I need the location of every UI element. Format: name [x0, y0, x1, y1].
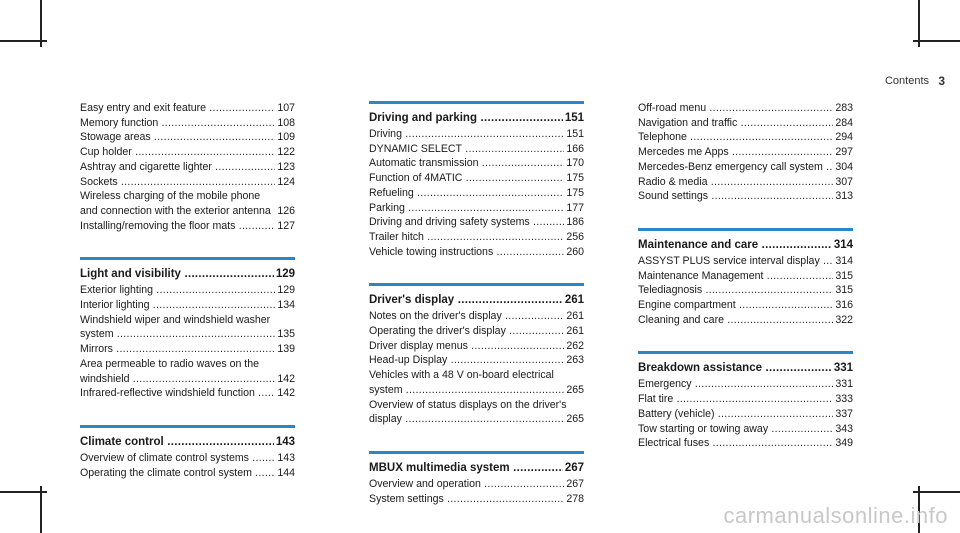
toc-entry-page: 135: [277, 328, 295, 341]
toc-entry-page: 127: [277, 219, 295, 232]
toc-entry-text: Vehicles with a 48 V on-board electrical: [369, 369, 554, 382]
toc-entry-page: 256: [566, 230, 584, 243]
toc-entry-text: Windshield wiper and windshield washer: [80, 313, 271, 326]
toc-section: [638, 101, 853, 204]
toc-entry-text: Mercedes-Benz emergency call system .....: [638, 161, 853, 173]
toc-entry-page: 261: [566, 325, 584, 338]
toc-entry[interactable]: [369, 186, 584, 201]
toc-entry-text: Overview of climate control systems .....: [80, 452, 295, 464]
section-rule: [369, 283, 584, 286]
crop-mark: [0, 40, 47, 42]
toc-entry-page: 267: [566, 477, 584, 490]
toc-entry[interactable]: [80, 130, 295, 145]
toc-entry-page: 186: [566, 216, 584, 229]
toc-entry-text: Maintenance Management .....: [638, 270, 853, 282]
section-heading-text: Driving and parking .....: [369, 112, 584, 124]
section-heading-page: 331: [833, 362, 853, 375]
toc-entry-text: Easy entry and exit feature .....: [80, 102, 295, 114]
toc-entry[interactable]: [369, 171, 584, 186]
toc-entry-text: Infrared-reflective windshield function .....: [80, 387, 295, 399]
toc-entry-text: Automatic transmission .....: [369, 157, 584, 169]
toc-entry-page: 278: [566, 492, 584, 505]
toc-entry[interactable]: [80, 357, 295, 372]
toc-entry-page: 166: [566, 142, 584, 155]
toc-entry[interactable]: [80, 386, 295, 401]
toc-entry[interactable]: [80, 466, 295, 481]
toc-entry-page: 142: [277, 372, 295, 385]
toc-entry-page: 314: [835, 254, 853, 267]
page-title: Contents: [884, 75, 929, 87]
toc-entry[interactable]: [638, 269, 853, 284]
toc-entry-page: 315: [835, 284, 853, 297]
toc-entry-page: 331: [835, 378, 853, 391]
section-heading-page: 143: [275, 435, 295, 448]
toc-entry-text: Engine compartment .....: [638, 299, 853, 311]
toc-entry[interactable]: [369, 383, 584, 398]
toc-entry[interactable]: [80, 283, 295, 298]
toc-entry-page: 284: [835, 116, 853, 129]
toc-entry-text: Sound settings .....: [638, 190, 853, 202]
toc-entry-page: 333: [835, 393, 853, 406]
toc-entry-text: Operating the climate control system .....: [80, 467, 295, 479]
toc-entry-page: 265: [566, 383, 584, 396]
toc-entry-text: Refueling .....: [369, 187, 584, 199]
toc-entry-page: 109: [277, 131, 295, 144]
toc-entry[interactable]: [80, 175, 295, 190]
section-heading-text: Maintenance and care .....: [638, 239, 853, 251]
toc-entry[interactable]: [369, 201, 584, 216]
section-heading[interactable]: [638, 361, 853, 376]
section-heading-text: Climate control .....: [80, 436, 295, 448]
section-heading-page: 151: [564, 112, 584, 124]
toc-entry-page: 123: [277, 160, 295, 173]
toc-entry-text: Telephone .....: [638, 131, 853, 143]
toc-entry-text: Electrical fuses .....: [638, 437, 853, 449]
section-heading[interactable]: [80, 435, 295, 450]
toc-entry[interactable]: [638, 101, 853, 116]
toc-entry-text: Overview and operation .....: [369, 478, 584, 490]
toc-entry-text: DYNAMIC SELECT .....: [369, 143, 584, 155]
toc-entry-page: 107: [277, 102, 295, 114]
toc-entry-text: System settings .....: [369, 493, 584, 505]
toc-entry[interactable]: [638, 283, 853, 298]
toc-entry[interactable]: [638, 422, 853, 437]
section-heading-text: Driver's display .....: [369, 294, 584, 306]
toc-entry[interactable]: [638, 160, 853, 175]
section-heading[interactable]: [80, 267, 295, 282]
crop-mark: [0, 491, 47, 493]
toc-entry[interactable]: [638, 392, 853, 407]
page-number: 3: [938, 74, 945, 88]
toc-entry-text: Wireless charging of the mobile phone: [80, 190, 261, 203]
toc-entry[interactable]: [638, 145, 853, 160]
toc-entry[interactable]: [80, 372, 295, 387]
toc-entry-page: 307: [835, 175, 853, 188]
toc-entry-page: 343: [835, 422, 853, 435]
toc-entry-page: 265: [566, 413, 584, 426]
toc-entry-text: Driving .....: [369, 128, 584, 140]
toc-entry-page: 175: [566, 172, 584, 185]
toc-entry-page: 294: [835, 131, 853, 144]
toc-entry-page: 144: [277, 466, 295, 479]
toc-entry-page: 142: [277, 387, 295, 400]
toc-entry-text: Exterior lighting .....: [80, 284, 295, 296]
toc-entry-page: 260: [566, 245, 584, 258]
toc-entry[interactable]: [80, 189, 295, 204]
section-heading-text: MBUX multimedia system .....: [369, 462, 584, 474]
section-heading[interactable]: [369, 111, 584, 126]
section-heading-page: 261: [564, 294, 584, 307]
toc-entry-text: Telediagnosis .....: [638, 284, 853, 296]
toc-entry[interactable]: [369, 156, 584, 171]
crop-mark: [40, 486, 42, 533]
section-rule: [80, 425, 295, 428]
toc-entry-page: 129: [277, 284, 295, 297]
toc-entry[interactable]: [80, 219, 295, 234]
toc-entry-text: system .....: [369, 384, 584, 396]
toc-entry-page: 349: [835, 437, 853, 450]
toc-entry[interactable]: [80, 101, 295, 116]
section-heading-page: 267: [564, 461, 584, 474]
toc-entry-text: Function of 4MATIC .....: [369, 172, 584, 184]
section-rule: [80, 257, 295, 260]
toc-entry-text: Driver display menus .....: [369, 340, 584, 352]
section-heading-page: 129: [275, 268, 295, 281]
toc-entry-text: Interior lighting .....: [80, 299, 295, 311]
toc-entry-page: 143: [277, 451, 295, 464]
toc-entry-text: Stowage areas .....: [80, 131, 295, 143]
toc-entry-text: display .....: [369, 413, 584, 425]
toc-entry-text: Operating the driver's display .....: [369, 325, 584, 337]
toc-entry-page: 304: [835, 160, 853, 173]
toc-entry-text: ASSYST PLUS service interval display .....: [638, 255, 853, 267]
toc-entry-page: 151: [566, 128, 584, 140]
toc-entry[interactable]: [638, 298, 853, 313]
toc-entry-text: Ashtray and cigarette lighter .....: [80, 161, 295, 173]
toc-entry[interactable]: [80, 204, 295, 219]
toc-section: [369, 101, 584, 259]
crop-mark: [913, 40, 960, 42]
toc-entry-text: Off-road menu .....: [638, 102, 853, 114]
toc-entry-text: system .....: [80, 328, 295, 340]
toc-entry[interactable]: [638, 313, 853, 328]
toc-entry[interactable]: [638, 407, 853, 422]
section-heading-text: Breakdown assistance .....: [638, 362, 853, 374]
toc-section: [80, 257, 295, 401]
section-heading[interactable]: [638, 238, 853, 253]
section-heading[interactable]: [369, 293, 584, 308]
toc-section: [80, 101, 295, 233]
toc-entry-page: 122: [277, 146, 295, 159]
toc-entry[interactable]: [638, 254, 853, 269]
toc-section: [638, 228, 853, 328]
toc-entry[interactable]: [369, 324, 584, 339]
toc-entry-page: 262: [566, 339, 584, 352]
toc-entry[interactable]: [638, 377, 853, 392]
toc-section: [369, 283, 584, 427]
toc-entry[interactable]: [369, 309, 584, 324]
toc-entry[interactable]: [369, 215, 584, 230]
toc-entry[interactable]: [80, 116, 295, 131]
toc-entry-page: 263: [566, 354, 584, 367]
toc-entry[interactable]: [369, 245, 584, 260]
toc-entry-text: Emergency .....: [638, 378, 853, 390]
toc-entry-page: 126: [277, 204, 295, 217]
toc-section: [80, 425, 295, 480]
toc-entry-page: 108: [277, 116, 295, 129]
toc-entry[interactable]: [369, 353, 584, 368]
toc-column-1: [80, 101, 295, 480]
toc-entry[interactable]: [638, 189, 853, 204]
toc-entry-page: 315: [835, 269, 853, 282]
toc-entry[interactable]: [80, 298, 295, 313]
toc-entry-text: Memory function .....: [80, 117, 295, 129]
toc-entry[interactable]: [80, 313, 295, 328]
toc-entry[interactable]: [369, 398, 584, 413]
section-rule: [638, 351, 853, 354]
toc-entry-text: Sockets .....: [80, 176, 295, 188]
toc-entry[interactable]: [80, 342, 295, 357]
crop-mark: [913, 491, 960, 493]
toc-entry-text: Navigation and traffic .....: [638, 117, 853, 129]
toc-entry[interactable]: [638, 130, 853, 145]
toc-entry[interactable]: [369, 127, 584, 142]
toc-entry[interactable]: [638, 436, 853, 451]
toc-entry-text: Battery (vehicle) .....: [638, 408, 853, 420]
toc-entry[interactable]: [369, 368, 584, 383]
toc-entry-page: 261: [566, 310, 584, 323]
toc-column-3: [638, 101, 853, 451]
section-heading[interactable]: [369, 461, 584, 476]
toc-entry-page: 313: [835, 190, 853, 203]
toc-entry[interactable]: [369, 142, 584, 157]
toc-entry[interactable]: [80, 327, 295, 342]
toc-entry[interactable]: [80, 451, 295, 466]
toc-entry-page: 316: [835, 299, 853, 312]
toc-entry-page: 175: [566, 186, 584, 199]
section-heading-text: Light and visibility .....: [80, 268, 295, 280]
toc-entry-text: Cup holder .....: [80, 146, 295, 158]
toc-entry-text: windshield .....: [80, 373, 295, 385]
toc-entry-text: Notes on the driver's display .....: [369, 310, 584, 322]
toc-section: [369, 451, 584, 506]
toc-entry-text: Installing/removing the floor mats .....: [80, 220, 295, 232]
toc-entry[interactable]: [369, 477, 584, 492]
toc-entry-text: Tow starting or towing away .....: [638, 423, 853, 435]
toc-entry-page: 322: [835, 313, 853, 326]
toc-entry[interactable]: [80, 160, 295, 175]
toc-entry-page: 170: [566, 157, 584, 170]
toc-entry-text: Cleaning and care .....: [638, 314, 853, 326]
toc-entry-text: Vehicle towing instructions .....: [369, 246, 584, 258]
toc-entry-text: Head-up Display .....: [369, 354, 584, 366]
toc-entry-text: Trailer hitch .....: [369, 231, 584, 243]
toc-entry-page: 177: [566, 201, 584, 214]
toc-entry-page: 297: [835, 146, 853, 159]
toc-entry[interactable]: [638, 116, 853, 131]
toc-entry-text: Overview of status displays on the driver's: [369, 398, 567, 411]
toc-entry-page: 139: [277, 343, 295, 356]
section-rule: [638, 228, 853, 231]
section-heading-page: 314: [833, 238, 853, 251]
toc-entry-text: Driving and driving safety systems .....: [369, 216, 584, 228]
section-rule: [369, 101, 584, 104]
toc-entry-text: Area permeable to radio waves on the: [80, 357, 260, 370]
toc-entry-page: 283: [835, 102, 853, 114]
toc-entry-text: Mercedes me Apps .....: [638, 146, 853, 158]
toc-column-2: [369, 101, 584, 506]
toc-entry-text: Flat tire .....: [638, 393, 853, 405]
toc-section: [638, 351, 853, 451]
section-rule: [369, 451, 584, 454]
toc-entry-page: 124: [277, 175, 295, 188]
toc-entry-text: Mirrors .....: [80, 343, 295, 355]
toc-entry[interactable]: [80, 145, 295, 160]
toc-entry[interactable]: [369, 339, 584, 354]
toc-entry[interactable]: [369, 412, 584, 427]
watermark: carmanualsonline.info: [723, 503, 948, 528]
toc-entry[interactable]: [369, 230, 584, 245]
toc-entry-page: 337: [835, 407, 853, 420]
toc-entry[interactable]: [638, 175, 853, 190]
toc-entry[interactable]: [369, 492, 584, 507]
toc-entry-text: and connection with the exterior antenna .....: [80, 205, 295, 217]
toc-entry-page: 134: [277, 299, 295, 312]
toc-entry-text: Parking .....: [369, 202, 584, 214]
toc-entry-text: Radio & media .....: [638, 176, 853, 188]
